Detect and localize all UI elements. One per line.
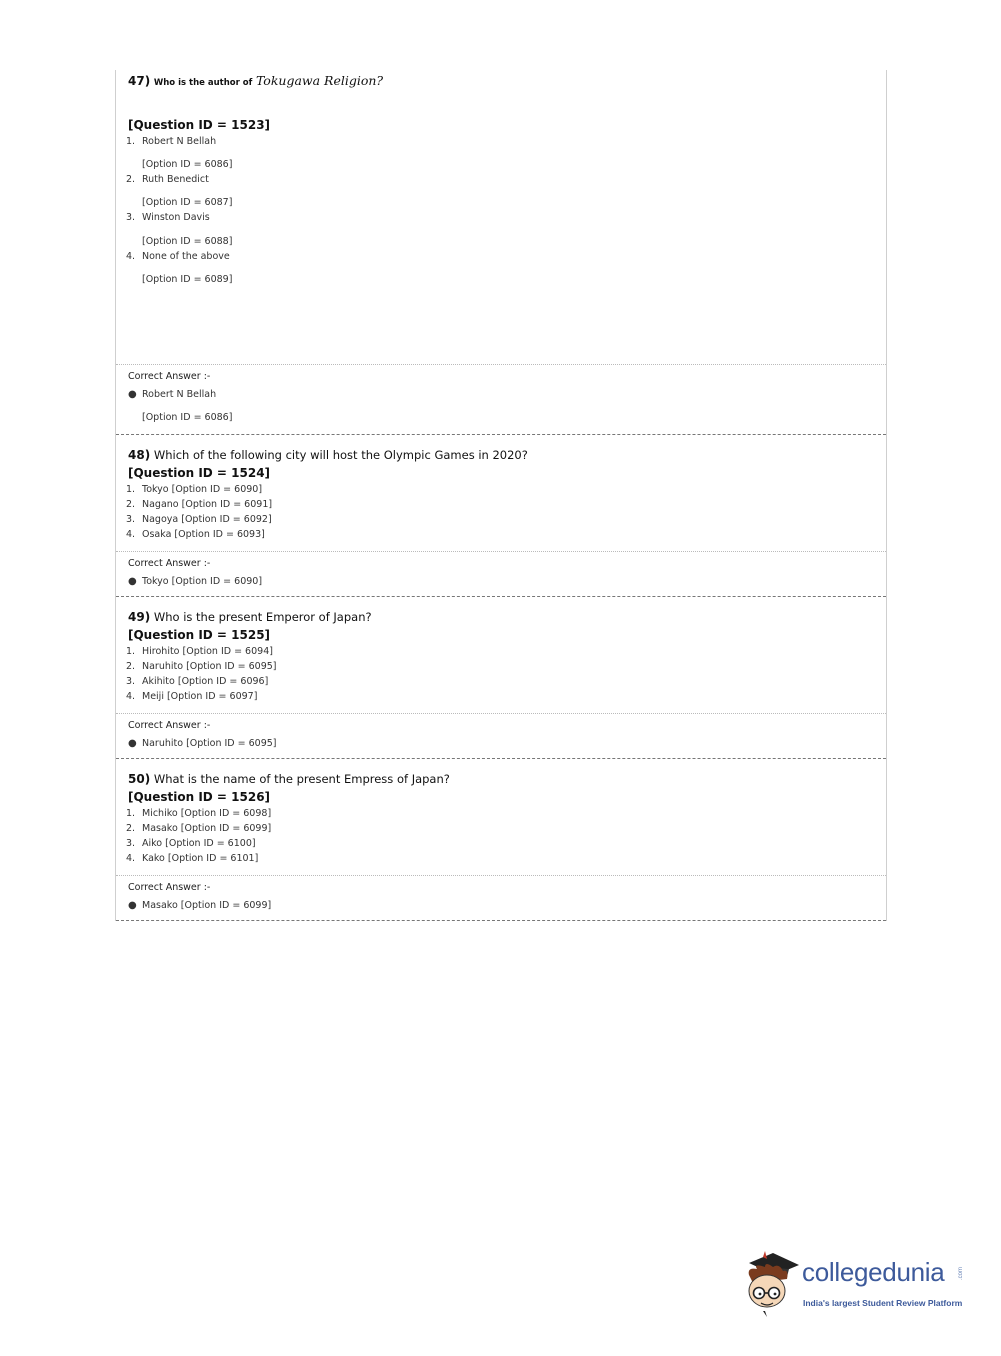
question-id: [Question ID = 1526]: [128, 790, 271, 804]
correct-answer: ● Naruhito [Option ID = 6095]: [128, 738, 277, 749]
mascot-icon: [743, 1249, 803, 1319]
question-id: [Question ID = 1524]: [128, 466, 271, 480]
brand-suffix: .com: [958, 1267, 964, 1281]
correct-answer: ● Masako [Option ID = 6099]: [128, 900, 272, 911]
question-47-title: [128, 73, 383, 88]
option-item: 2. Masako [Option ID = 6099]: [126, 823, 272, 834]
answer-50-block: [116, 876, 886, 921]
question-50-block: [116, 759, 886, 876]
correct-answer: ● Robert N Bellah: [128, 389, 217, 400]
question-48-title: 48) Which of the following city will host the Olympic Games in 2020?: [128, 448, 528, 462]
question-49-title: 49) Who is the present Emperor of Japan?: [128, 610, 372, 624]
question-id: [Question ID = 1523]: [128, 118, 271, 132]
option-id: [Option ID = 6087]: [142, 197, 233, 208]
option-item: 1. Tokyo [Option ID = 6090]: [126, 484, 263, 495]
question-49-block: [116, 597, 886, 714]
correct-answer-label: Correct Answer :-: [128, 882, 211, 893]
option-id: [Option ID = 6086]: [142, 412, 233, 423]
correct-answer-label: Correct Answer :-: [128, 371, 211, 382]
bullet-icon: ●: [128, 389, 137, 400]
option-item: 1. Robert N Bellah: [126, 136, 217, 147]
question-id: [Question ID = 1525]: [128, 628, 271, 642]
question-47-block: [116, 70, 886, 365]
option-item: 4. None of the above: [126, 251, 230, 262]
option-id: [Option ID = 6089]: [142, 274, 233, 285]
answer-47-block: [116, 365, 886, 435]
correct-answer: ● Tokyo [Option ID = 6090]: [128, 576, 263, 587]
question-48-block: [116, 435, 886, 552]
option-item: 1. Hirohito [Option ID = 6094]: [126, 646, 273, 657]
question-50-title: 50) What is the name of the present Empress of Japan?: [128, 772, 450, 786]
bullet-icon: ●: [128, 738, 137, 749]
option-item: 4. Kako [Option ID = 6101]: [126, 853, 259, 864]
question-text: Who is the present Emperor of Japan?: [153, 610, 372, 624]
question-text: Who is the author of: [153, 78, 253, 88]
question-text-italic: Tokugawa Religion?: [255, 73, 384, 88]
option-item: 1. Michiko [Option ID = 6098]: [126, 808, 272, 819]
correct-answer-label: Correct Answer :-: [128, 558, 211, 569]
option-item: 4. Osaka [Option ID = 6093]: [126, 529, 265, 540]
question-text: Which of the following city will host the Olympic Games in 2020?: [153, 448, 528, 462]
bullet-icon: ●: [128, 900, 137, 911]
question-paper: [115, 70, 887, 921]
collegedunia-logo[interactable]: [743, 1249, 969, 1319]
answer-48-block: [116, 552, 886, 597]
option-item: 3. Akihito [Option ID = 6096]: [126, 676, 269, 687]
answer-49-block: [116, 714, 886, 759]
brand-tagline: India's largest Student Review Platform: [803, 1298, 963, 1308]
option-item: 2. Ruth Benedict: [126, 174, 209, 185]
option-item: 2. Nagano [Option ID = 6091]: [126, 499, 273, 510]
option-item: 3. Winston Davis: [126, 212, 210, 223]
option-id: [Option ID = 6088]: [142, 236, 233, 247]
bullet-icon: ●: [128, 576, 137, 587]
question-text: What is the name of the present Empress of Japan?: [153, 772, 450, 786]
option-item: 3. Aiko [Option ID = 6100]: [126, 838, 256, 849]
correct-answer-label: Correct Answer :-: [128, 720, 211, 731]
option-item: 4. Meiji [Option ID = 6097]: [126, 691, 258, 702]
option-item: 2. Naruhito [Option ID = 6095]: [126, 661, 277, 672]
option-id: [Option ID = 6086]: [142, 159, 233, 170]
question-number: 47): [128, 74, 151, 88]
option-item: 3. Nagoya [Option ID = 6092]: [126, 514, 272, 525]
brand-name: collegedunia: [802, 1257, 945, 1287]
